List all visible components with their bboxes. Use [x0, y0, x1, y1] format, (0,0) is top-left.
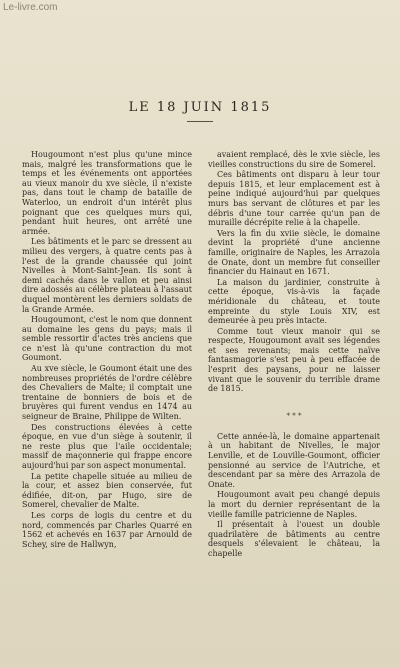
paragraph: Ces bâtiments ont disparu à leur tour depuis 1815, et leur emplacement est à peine indiqué aujourd'hui par quelques murs bas servant de clôtures et par les débris d'une tour carrée qu'un pan de muraille décrépite relie à la chapelle. [208, 170, 380, 228]
paragraph: Les corps de logis du centre et du nord, commencés par Charles Quarré en 1562 et achevés en 1637 par Arnould de Schey, sire de Hallwyn, [22, 510, 192, 549]
paragraph: La maison du jardinier, construite à cette époque, vis-à-vis la façade méridionale du château, et toute empreinte du style Louis XIV, est demeurée à peu près intacte. [208, 277, 380, 326]
right-column [208, 150, 380, 560]
page-title: LE 18 JUIN 1815 [128, 100, 272, 115]
paragraph: Vers la fin du xviie siècle, le domaine devint la propriété d'une ancienne famille, originaire de Naples, les Arrazola de Onate, dont un membre fut conseiller financier du Hainaut en 1671. [208, 228, 380, 277]
paragraph: Au xve siècle, le Goumont était une des nombreuses propriétés de l'ordre célèbre des Chevaliers de Malte; il comptait une trentaine de bonniers de bois et de bruyères qui furent vendus en 1474 au seigneur de Braine, Philippe de Wilten. [22, 364, 192, 422]
asterism: * * * [286, 411, 302, 420]
paragraph: Hougoumont n'est plus qu'une mince mais, malgré les transformations que le temps et les événements ont apportées au vieux manoir du xve siècle, il n'existe pas, dans tout le champ de bataille de Waterloo, un endroit d'un intérêt plus poignant que ces quelques murs qui, pendant huit heures, ont arrêté une armée. [22, 150, 192, 236]
watermark: Le-livre.com [3, 2, 58, 13]
paragraph: La petite chapelle située au milieu de la cour, et assez bien conservée, fut édifiée, dit-on, par Hugo, sire de Somerel, chevalier de Malte. [22, 471, 192, 510]
paragraph: Les bâtiments et le parc se dressent au milieu des vergers, à quatre cents pas à l'est de la grande chaussée qui joint Nivelles à Mont-Saint-Jean. Ils sont à demi cachés dans le vallon et peu ainsi dire adossés au célèbre plateau à l'assaut duquel montèrent les derniers soldats de la Grande Armée. [22, 237, 192, 314]
paragraph: avaient remplacé, dès le xvie siècle, les vieilles constructions du sire de Somerel. [208, 150, 380, 169]
title-rule [187, 121, 213, 122]
paragraph: Hougoumont avait peu changé depuis la mort du dernier représentant de la vieille famille patricienne de Naples. [208, 490, 380, 519]
section-separator [208, 412, 380, 420]
paragraph: Cette année-là, le domaine appartenait à un habitant de Nivelles, le major Lenville, et de Louville-Goumont, officier pensionné au service de l'Autriche, et descendant par sa mère des Arrazola de Onate. [208, 431, 380, 489]
left-column [22, 150, 192, 550]
paragraph: Comme tout vieux manoir qui se respecte, Hougoumont avait ses légendes et ses revenants; mais cette naïve fantasmagorie s'est peu à peu effacée de l'esprit des paysans, pour ne laisser vivant que le souvenir du terrible drame de 1815. [208, 326, 380, 394]
paragraph: Des constructions élevées à cette époque, en vue d'un siège à soutenir, il ne reste plus que l'aile occidentale; massif de maçonnerie qui frappe encore aujourd'hui par son aspect monumental. [22, 422, 192, 470]
paragraph: Il présentait à l'ouest un double quadrilatère de bâtiments au centre desquels s'élevaient le château, la chapelle [208, 520, 380, 558]
paragraph: Hougoumont, c'est le nom que donnent au domaine les gens du pays; mais il semble ressortir d'actes très anciens que ce n'est là qu'une contraction du mot Goumont. [22, 315, 192, 363]
